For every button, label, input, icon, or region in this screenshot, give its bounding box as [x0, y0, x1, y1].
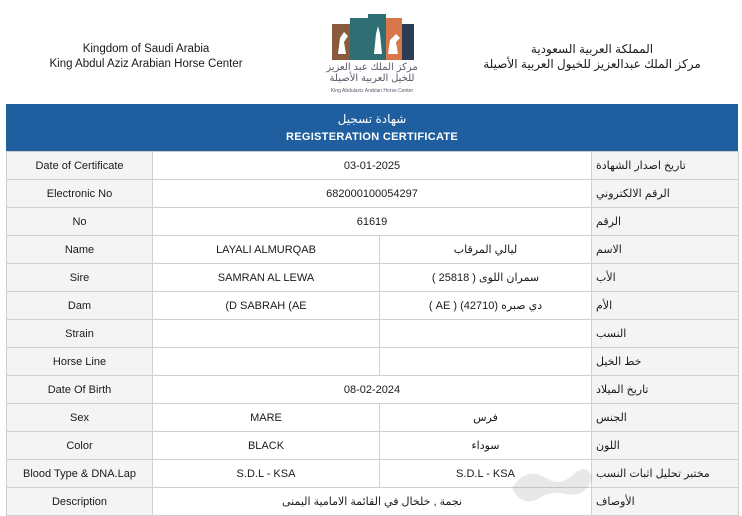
row-value: 08-02-2024: [153, 376, 592, 404]
watermark-icon: [506, 458, 596, 508]
row-value: 61619: [153, 208, 592, 236]
row-label-ar: الأب: [592, 264, 739, 292]
row-label: Sex: [7, 404, 153, 432]
horse-center-logo-icon: [322, 8, 422, 100]
row-value-ar: سمران اللوى ( 25818 ): [380, 264, 592, 292]
row-label-ar: خط الخيل: [592, 348, 739, 376]
table-row: [7, 488, 739, 516]
row-label-ar: اللون: [592, 432, 739, 460]
kingdom-name-ar: المملكة العربية السعودية: [530, 42, 654, 56]
row-label: Color: [7, 432, 153, 460]
row-value-ar: سوداء: [380, 432, 592, 460]
row-value: 03-01-2025: [153, 152, 592, 180]
logo-text-english: King Abdulaziz Arabian Horse Center: [330, 88, 414, 94]
row-label: Strain: [7, 320, 153, 348]
row-label-ar: الجنس: [592, 404, 739, 432]
table-row: [7, 320, 739, 348]
table-row: [7, 152, 739, 180]
logo-text-arabic: [322, 62, 422, 84]
row-label-ar: الرقم: [592, 208, 739, 236]
table-row: [7, 264, 739, 292]
banner-title-en: REGISTERATION CERTIFICATE: [285, 131, 459, 143]
row-value-ar: [380, 320, 592, 348]
row-label: Dam: [7, 292, 153, 320]
row-label-ar: تاريخ اصدار الشهادة: [592, 152, 739, 180]
row-value-en: [153, 320, 380, 348]
row-label: Horse Line: [7, 348, 153, 376]
header-left: [0, 42, 292, 72]
table-row: [7, 376, 739, 404]
row-label: Electronic No: [7, 180, 153, 208]
logo-ar-line2: للخيل العربية الأصيلة: [329, 73, 415, 84]
row-label-ar: تاريخ الميلاد: [592, 376, 739, 404]
row-label: Date of Certificate: [7, 152, 153, 180]
kingdom-name-en: Kingdom of Saudi Arabia: [82, 43, 210, 55]
row-value-ar: S.D.L - KSA: [380, 460, 592, 488]
row-value: 682000100054297: [153, 180, 592, 208]
row-label: No: [7, 208, 153, 236]
table-row: [7, 180, 739, 208]
table-row: [7, 460, 739, 488]
banner-title-ar: شهادة تسجيل: [337, 112, 407, 126]
row-label-ar: الاسم: [592, 236, 739, 264]
row-value-ar: فرس: [380, 404, 592, 432]
table-row: [7, 432, 739, 460]
table-row: [7, 348, 739, 376]
row-value-en: LAYALI ALMURQAB: [153, 236, 380, 264]
center-name-ar: مركز الملك عبدالعزيز للخيول العربية الأصيلة: [483, 57, 701, 71]
row-value-ar: [380, 348, 592, 376]
row-label-ar: النسب: [592, 320, 739, 348]
row-label: Description: [7, 488, 153, 516]
row-value-en: SAMRAN AL LEWA: [153, 264, 380, 292]
table-row: [7, 292, 739, 320]
certificate-header: [0, 0, 742, 104]
header-right: [442, 42, 742, 72]
row-value-en: (D SABRAH (AE: [153, 292, 380, 320]
center-name-en: King Abdul Aziz Arabian Horse Center: [49, 58, 243, 70]
row-value-en: [153, 348, 380, 376]
row-label: Date Of Birth: [7, 376, 153, 404]
row-label-ar: الأوصاف: [592, 488, 739, 516]
row-label: Blood Type & DNA.Lap: [7, 460, 153, 488]
row-label: Sire: [7, 264, 153, 292]
row-value-en: S.D.L - KSA: [153, 460, 380, 488]
row-value-ar: دي صبره (42710) ( AE ): [380, 292, 592, 320]
logo-ar-line1: مركز الملك عبد العزيز: [326, 62, 418, 73]
table-row: [7, 236, 739, 264]
certificate-table: [6, 151, 739, 516]
row-label-ar: الرقم الالكتروني: [592, 180, 739, 208]
row-value-en: BLACK: [153, 432, 380, 460]
table-row: [7, 208, 739, 236]
row-value-en: MARE: [153, 404, 380, 432]
row-value: نجمة , خلخال في القائمة الامامية اليمنى: [153, 488, 592, 516]
table-row: [7, 404, 739, 432]
certificate-banner: [6, 104, 738, 151]
row-label-ar: الأم: [592, 292, 739, 320]
row-value-ar: ليالي المرقاب: [380, 236, 592, 264]
row-label-ar: مختبر تحليل اثبات النسب: [592, 460, 739, 488]
row-label: Name: [7, 236, 153, 264]
